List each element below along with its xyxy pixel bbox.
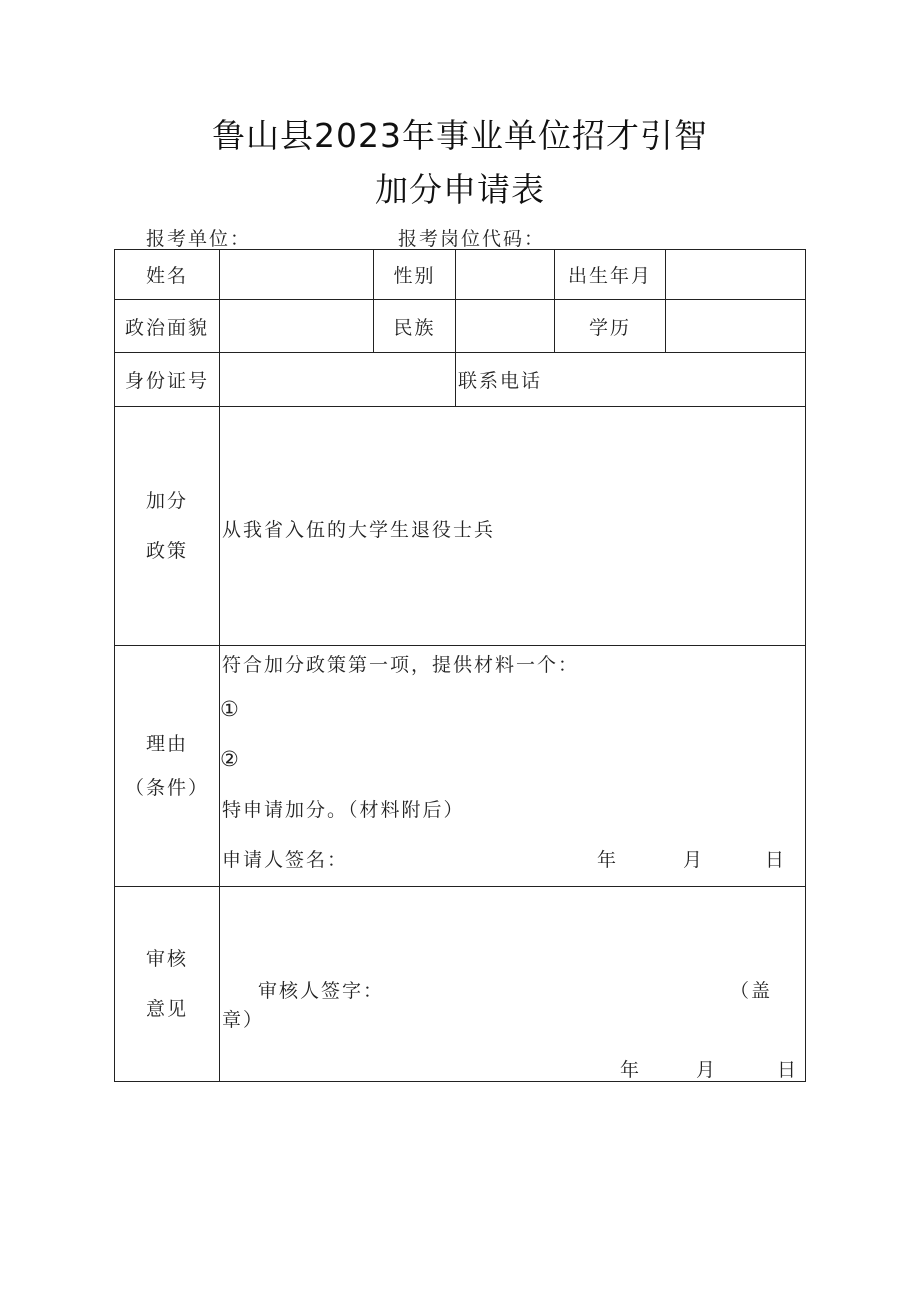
political-status-field[interactable] xyxy=(220,300,374,353)
review-day-label: 日 xyxy=(777,1059,799,1081)
name-label: 姓名 xyxy=(115,250,220,300)
apply-statement: 特申请加分。（材料附后） xyxy=(222,799,465,821)
birth-date-field[interactable] xyxy=(666,250,806,300)
reviewer-signature-label: 审核人签字： xyxy=(258,980,385,1002)
review-label xyxy=(115,887,220,1082)
policy-content-cell xyxy=(220,407,806,646)
ethnicity-label: 民族 xyxy=(374,300,456,353)
material-item-1: ① xyxy=(220,697,241,721)
review-year-label: 年 xyxy=(620,1059,642,1081)
policy-label xyxy=(115,407,220,646)
reason-label-line2: （条件） xyxy=(124,777,209,799)
applicant-signature-label: 申请人签名： xyxy=(222,849,349,871)
apply-month-label: 月 xyxy=(683,849,705,871)
application-form-table xyxy=(114,249,806,1082)
policy-label-line1: 加分 xyxy=(145,490,188,512)
phone-label: 联系电话 xyxy=(458,370,543,392)
form-title-line1: 鲁山县2023年事业单位招才引智 xyxy=(212,116,708,155)
review-label-line1: 审核 xyxy=(145,948,188,970)
policy-label-line2: 政策 xyxy=(145,540,188,562)
gender-field[interactable] xyxy=(456,250,555,300)
reason-intro: 符合加分政策第一项，提供材料一个： xyxy=(222,654,580,676)
apply-day-label: 日 xyxy=(765,849,787,871)
reason-content-cell[interactable] xyxy=(220,646,806,887)
reason-label xyxy=(115,646,220,887)
position-code-label: 报考岗位代码： xyxy=(398,228,546,250)
review-content-cell[interactable] xyxy=(220,887,806,1082)
apply-year-label: 年 xyxy=(597,849,619,871)
political-status-label: 政治面貌 xyxy=(115,300,220,353)
material-item-2: ② xyxy=(220,747,241,771)
education-field[interactable] xyxy=(666,300,806,353)
id-number-label: 身份证号 xyxy=(115,353,220,407)
name-field[interactable] xyxy=(220,250,374,300)
apply-unit-label: 报考单位： xyxy=(146,228,252,250)
id-number-field[interactable] xyxy=(220,353,456,407)
ethnicity-field[interactable] xyxy=(456,300,555,353)
policy-content: 从我省入伍的大学生退役士兵 xyxy=(222,519,496,541)
review-month-label: 月 xyxy=(696,1059,718,1081)
birth-date-label: 出生年月 xyxy=(555,250,666,300)
reason-label-line1: 理由 xyxy=(145,733,188,755)
phone-cell[interactable] xyxy=(456,353,806,407)
form-title-line2: 加分申请表 xyxy=(375,170,545,209)
gender-label: 性别 xyxy=(374,250,456,300)
seal-text-part1: （盖 xyxy=(730,980,773,1002)
seal-text-part2: 章） xyxy=(222,1009,265,1031)
education-label: 学历 xyxy=(555,300,666,353)
review-label-line2: 意见 xyxy=(145,998,188,1020)
